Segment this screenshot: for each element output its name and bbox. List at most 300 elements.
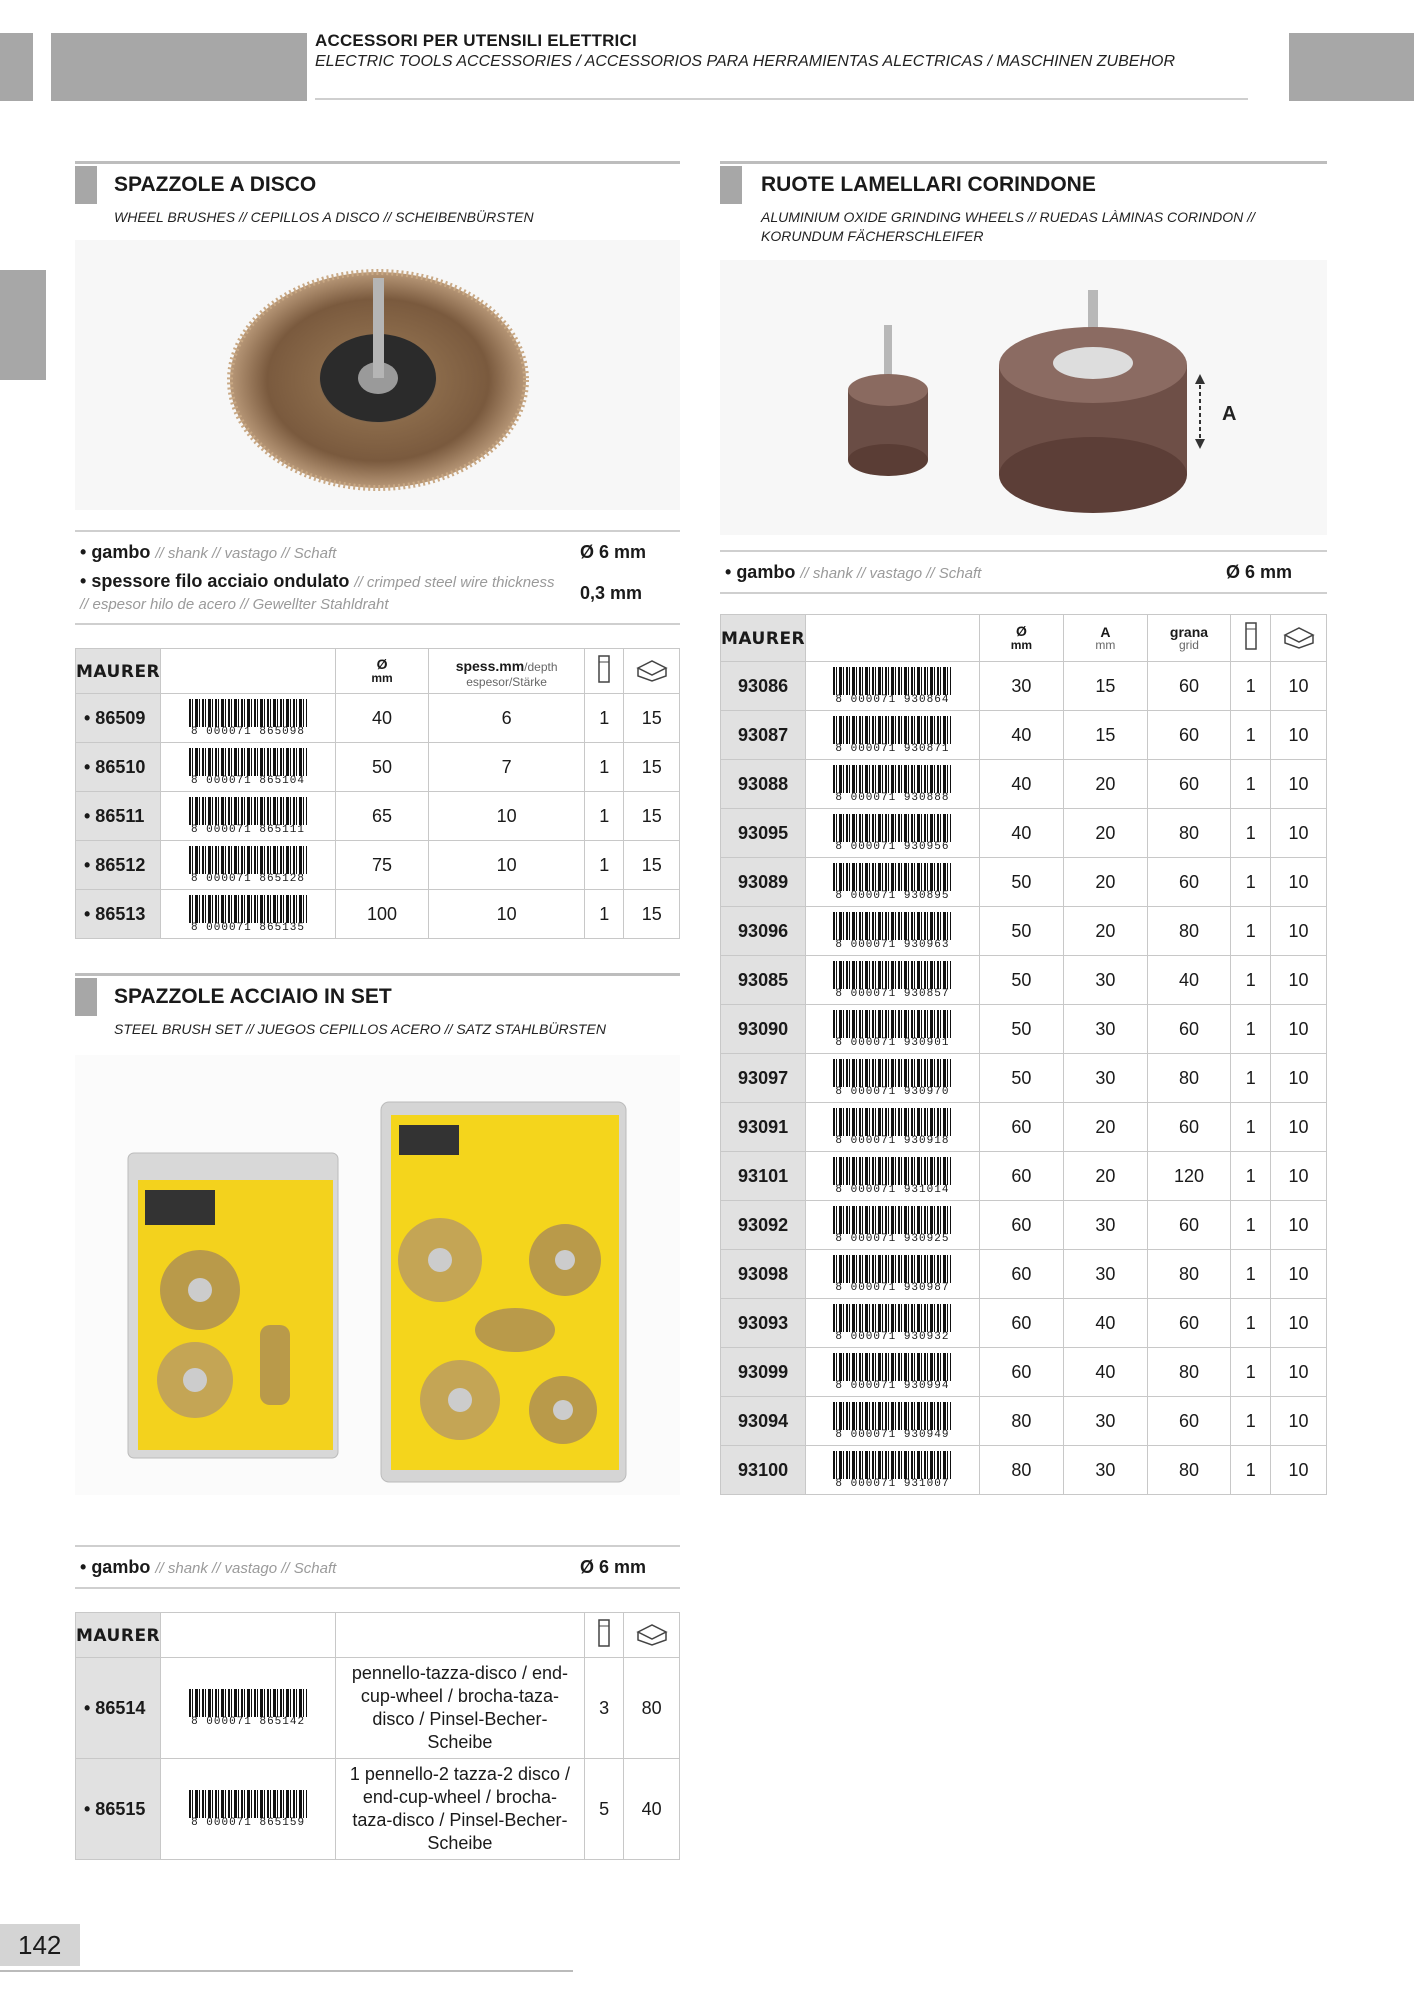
diameter-cell: 60 [979, 1348, 1063, 1397]
height-header: A mm [1064, 615, 1147, 662]
single-qty-cell: 1 [584, 792, 623, 841]
table-row [76, 694, 680, 743]
barcode [161, 841, 336, 890]
footer-rule [0, 1970, 573, 1972]
table-row [721, 907, 1327, 956]
barcode [806, 1348, 980, 1397]
thickness-cell: 10 [429, 890, 585, 939]
barcode-bars [833, 1304, 951, 1332]
single-qty-cell: 1 [1231, 1201, 1271, 1250]
section3-table [720, 614, 1327, 1495]
diameter-cell: 75 [335, 841, 428, 890]
product-code: 93087 [721, 711, 806, 760]
table-row [721, 1005, 1327, 1054]
box-qty-cell: 10 [1271, 1005, 1327, 1054]
single-qty-cell: 1 [584, 694, 623, 743]
ean-number: 8 000071 865135 [190, 921, 305, 934]
box-qty-cell: 10 [1271, 1250, 1327, 1299]
ean-header [161, 1613, 336, 1658]
ean-number: 8 000071 865159 [191, 1816, 306, 1829]
barcode [806, 1103, 980, 1152]
description-cell: pennello-tazza-disco / end-cup-wheel / brocha-taza-disco / Pinsel-Becher-Scheibe [336, 1658, 585, 1759]
barcode [806, 1446, 980, 1495]
grit-cell: 60 [1147, 1397, 1231, 1446]
barcode [161, 1658, 336, 1759]
ean-number: 8 000071 930949 [835, 1428, 950, 1441]
barcode [161, 694, 336, 743]
barcode [806, 1397, 980, 1446]
box-qty-cell: 10 [1271, 1054, 1327, 1103]
product-code: 93088 [721, 760, 806, 809]
barcode-bars [833, 1353, 951, 1381]
product-code: 93085 [721, 956, 806, 1005]
section3-spec-rule-bottom [720, 592, 1327, 594]
section2-subtitle: STEEL BRUSH SET // JUEGOS CEPILLOS ACERO // SATZ STAHLBÜRSTEN [114, 1021, 606, 1037]
height-cell: 30 [1064, 956, 1147, 1005]
spec-label: gambo [91, 1557, 151, 1577]
table-row [721, 1250, 1327, 1299]
product-code: 93096 [721, 907, 806, 956]
product-code: 93092 [721, 1201, 806, 1250]
barcode [806, 1054, 980, 1103]
brush-set-photo [75, 1055, 680, 1495]
ean-header [161, 649, 336, 694]
product-code: 93090 [721, 1005, 806, 1054]
barcode-bars [833, 1451, 951, 1479]
section3-spec-rule-top [720, 550, 1327, 552]
wheel-brush-photo [75, 240, 680, 510]
grit-cell: 60 [1147, 760, 1231, 809]
box-pack-icon [624, 1613, 680, 1658]
section2-spec-rule-bottom [75, 1587, 680, 1589]
table-row [76, 890, 680, 939]
diameter-cell: 50 [979, 907, 1063, 956]
section3-spec-shank: • gambo // shank // vastago // Schaft [725, 562, 982, 582]
box-qty-cell: 10 [1271, 662, 1327, 711]
diameter-cell: 40 [335, 694, 428, 743]
header-rule [315, 98, 1248, 100]
thickness-cell: 7 [429, 743, 585, 792]
grit-cell: 80 [1147, 1250, 1231, 1299]
barcode-bars [189, 846, 307, 874]
section2-spec-shank-value: Ø 6 mm [580, 1557, 647, 1577]
diameter-cell: 40 [979, 711, 1063, 760]
barcode-bars [833, 1059, 951, 1087]
height-cell: 30 [1064, 1005, 1147, 1054]
grit-cell: 60 [1147, 1201, 1231, 1250]
table-row [721, 760, 1327, 809]
product-code: 93098 [721, 1250, 806, 1299]
table-row [76, 1759, 680, 1860]
height-cell: 30 [1064, 1201, 1147, 1250]
grit-cell: 80 [1147, 809, 1231, 858]
single-qty-cell: 1 [1231, 1348, 1271, 1397]
table-row [76, 743, 680, 792]
page-number: 142 [18, 1930, 62, 1960]
single-qty-cell: 1 [1231, 1005, 1271, 1054]
single-pack-icon [584, 649, 623, 694]
box-qty-cell: 40 [624, 1759, 680, 1860]
grit-cell: 60 [1147, 1299, 1231, 1348]
grit-cell: 120 [1147, 1152, 1231, 1201]
product-code: 93094 [721, 1397, 806, 1446]
box-qty-cell: 10 [1271, 1348, 1327, 1397]
thickness-cell: 10 [429, 841, 585, 890]
barcode-bars [189, 895, 307, 923]
height-cell: 20 [1064, 1103, 1147, 1152]
product-code: • 86512 [76, 841, 161, 890]
barcode [806, 711, 980, 760]
section1-spec-wire-value: 0,3 mm [580, 583, 643, 603]
box-qty-cell: 10 [1271, 1446, 1327, 1495]
description-header [336, 1613, 585, 1658]
section1-spec-wire: • spessore filo acciaio ondulato // crimped steel wire thickness [80, 571, 555, 591]
height-cell: 15 [1064, 662, 1147, 711]
thickness-cell: 6 [429, 694, 585, 743]
barcode-bars [833, 961, 951, 989]
product-code: 93095 [721, 809, 806, 858]
box-qty-cell: 10 [1271, 956, 1327, 1005]
barcode-bars [833, 1402, 951, 1430]
product-code: 93100 [721, 1446, 806, 1495]
diameter-cell: 50 [979, 1005, 1063, 1054]
barcode [806, 1250, 980, 1299]
barcode-bars [189, 699, 307, 727]
barcode-bars [833, 1255, 951, 1283]
ean-number: 8 000071 930925 [835, 1232, 950, 1245]
single-qty-cell: 1 [1231, 1250, 1271, 1299]
spec-label: gambo [736, 562, 796, 582]
table-row [721, 1348, 1327, 1397]
ean-header [806, 615, 980, 662]
product-code: 93101 [721, 1152, 806, 1201]
table-row [721, 858, 1327, 907]
single-qty-cell: 1 [1231, 956, 1271, 1005]
spec-label: spessore filo acciaio ondulato [91, 571, 350, 591]
barcode [806, 1299, 980, 1348]
spec-translation: // shank // vastago // Schaft [155, 1560, 337, 1577]
table-row [76, 1658, 680, 1759]
grit-cell: 80 [1147, 1348, 1231, 1397]
section3-title: RUOTE LAMELLARI CORINDONE [761, 173, 1096, 196]
single-qty-cell: 1 [1231, 760, 1271, 809]
height-cell: 20 [1064, 858, 1147, 907]
box-qty-cell: 10 [1271, 1299, 1327, 1348]
diameter-cell: 40 [979, 809, 1063, 858]
box-qty-cell: 10 [1271, 907, 1327, 956]
product-code: • 86510 [76, 743, 161, 792]
single-pack-icon [1231, 615, 1271, 662]
section2-spec-rule-top [75, 1545, 680, 1547]
ean-number: 8 000071 930956 [835, 840, 950, 853]
table-row [76, 792, 680, 841]
grit-cell: 60 [1147, 662, 1231, 711]
product-code: • 86511 [76, 792, 161, 841]
diameter-cell: 60 [979, 1201, 1063, 1250]
grit-cell: 60 [1147, 858, 1231, 907]
barcode [806, 1201, 980, 1250]
diameter-header: Ø mm [335, 649, 428, 694]
spec-translation: // shank // vastago // Schaft [800, 565, 982, 582]
box-qty-cell: 15 [624, 694, 680, 743]
section2-table [75, 1612, 680, 1860]
product-code: • 86514 [76, 1658, 161, 1759]
single-qty-cell: 1 [1231, 1397, 1271, 1446]
table-row [721, 1201, 1327, 1250]
single-qty-cell: 3 [584, 1658, 624, 1759]
box-qty-cell: 10 [1271, 1152, 1327, 1201]
box-qty-cell: 10 [1271, 858, 1327, 907]
single-qty-cell: 1 [1231, 711, 1271, 760]
diameter-cell: 65 [335, 792, 428, 841]
table-row [721, 711, 1327, 760]
diameter-cell: 60 [979, 1152, 1063, 1201]
single-qty-cell: 1 [1231, 907, 1271, 956]
height-cell: 20 [1064, 1152, 1147, 1201]
table-row [721, 1299, 1327, 1348]
single-qty-cell: 1 [584, 743, 623, 792]
section2-marker [75, 978, 97, 1016]
barcode [806, 809, 980, 858]
thickness-header: spess.mm/depth espesor/Stärke [429, 649, 585, 694]
ean-number: 8 000071 865142 [191, 1715, 306, 1728]
product-code: 93086 [721, 662, 806, 711]
barcode-bars [833, 716, 951, 744]
single-qty-cell: 1 [584, 890, 623, 939]
single-qty-cell: 1 [1231, 858, 1271, 907]
single-qty-cell: 1 [1231, 1054, 1271, 1103]
ean-number: 8 000071 930871 [835, 742, 950, 755]
product-code: 93089 [721, 858, 806, 907]
side-tab [0, 270, 46, 380]
height-cell: 40 [1064, 1348, 1147, 1397]
section2-top-rule [75, 973, 680, 976]
barcode-bars [833, 863, 951, 891]
section1-top-rule [75, 161, 680, 164]
ean-number: 8 000071 930857 [835, 987, 950, 1000]
product-code: • 86515 [76, 1759, 161, 1860]
height-cell: 15 [1064, 711, 1147, 760]
grit-cell: 80 [1147, 1054, 1231, 1103]
box-qty-cell: 80 [624, 1658, 680, 1759]
table-row [721, 1446, 1327, 1495]
diameter-cell: 60 [979, 1299, 1063, 1348]
barcode [806, 662, 980, 711]
ean-number: 8 000071 930901 [835, 1036, 950, 1049]
grit-cell: 60 [1147, 711, 1231, 760]
product-code: • 86509 [76, 694, 161, 743]
single-pack-icon [584, 1613, 624, 1658]
ean-number: 8 000071 930963 [835, 938, 950, 951]
table-row [76, 841, 680, 890]
diameter-cell: 50 [979, 858, 1063, 907]
ean-number: 8 000071 930864 [835, 693, 950, 706]
ean-number: 8 000071 931007 [835, 1477, 950, 1490]
product-code: 93091 [721, 1103, 806, 1152]
diameter-cell: 50 [979, 1054, 1063, 1103]
diameter-cell: 50 [979, 956, 1063, 1005]
section3-spec-shank-value: Ø 6 mm [1226, 562, 1293, 582]
single-qty-cell: 1 [1231, 1446, 1271, 1495]
spec-translation: // crimped steel wire thickness [354, 574, 555, 591]
grit-cell: 80 [1147, 1446, 1231, 1495]
height-dimension-label: A [1222, 403, 1237, 425]
section1-spec-rule-top [75, 530, 680, 532]
height-cell: 30 [1064, 1054, 1147, 1103]
barcode [161, 792, 336, 841]
barcode-bars [833, 765, 951, 793]
diameter-cell: 50 [335, 743, 428, 792]
height-cell: 30 [1064, 1250, 1147, 1299]
height-cell: 20 [1064, 809, 1147, 858]
barcode-bars [189, 1689, 307, 1717]
section3-subtitle: ALUMINIUM OXIDE GRINDING WHEELS // RUEDAS LÀMINAS CORINDON // KORUNDUM FÄCHERSCHLEIFER [761, 209, 1255, 244]
section1-spec-shank-value: Ø 6 mm [580, 542, 647, 562]
barcode-bars [833, 667, 951, 695]
brand-logo: MAURER [76, 1613, 161, 1658]
barcode-bars [189, 748, 307, 776]
ean-number: 8 000071 865104 [190, 774, 305, 787]
single-qty-cell: 5 [584, 1759, 624, 1860]
section1-title: SPAZZOLE A DISCO [114, 173, 317, 196]
thickness-cell: 10 [429, 792, 585, 841]
height-cell: 30 [1064, 1397, 1147, 1446]
ean-number: 8 000071 930895 [835, 889, 950, 902]
section1-table [75, 648, 680, 939]
barcode [806, 858, 980, 907]
barcode-bars [833, 814, 951, 842]
box-qty-cell: 15 [624, 792, 680, 841]
table-row [721, 662, 1327, 711]
product-code: 93097 [721, 1054, 806, 1103]
barcode [806, 907, 980, 956]
grit-cell: 60 [1147, 1005, 1231, 1054]
section2-title: SPAZZOLE ACCIAIO IN SET [114, 985, 392, 1008]
spec-translation: // shank // vastago // Schaft [155, 545, 337, 562]
header-left-tab [0, 33, 33, 101]
single-qty-cell: 1 [1231, 1103, 1271, 1152]
grit-header: grana grid [1147, 615, 1231, 662]
box-qty-cell: 10 [1271, 1201, 1327, 1250]
single-qty-cell: 1 [1231, 662, 1271, 711]
section1-spec-rule-bottom [75, 623, 680, 625]
single-qty-cell: 1 [1231, 1152, 1271, 1201]
table-row [721, 1397, 1327, 1446]
barcode [806, 956, 980, 1005]
section3-marker [720, 166, 742, 204]
barcode [161, 743, 336, 792]
box-qty-cell: 10 [1271, 1397, 1327, 1446]
description-cell: 1 pennello-2 tazza-2 disco / end-cup-wheel / brocha-taza-disco / Pinsel-Becher-Scheibe [336, 1759, 585, 1860]
ean-number: 8 000071 931014 [835, 1183, 950, 1196]
ean-number: 8 000071 865098 [190, 725, 305, 738]
header-subtitle: ELECTRIC TOOLS ACCESSORIES / ACCESSORIOS PARA HERRAMIENTAS ALECTRICAS / MASCHINEN ZUBEHOR [315, 53, 1176, 70]
section1-spec-wire-translation: // espesor hilo de acero // Gewellter Stahldraht [80, 596, 389, 613]
ean-number: 8 000071 930970 [835, 1085, 950, 1098]
height-cell: 20 [1064, 907, 1147, 956]
barcode [161, 890, 336, 939]
diameter-cell: 60 [979, 1103, 1063, 1152]
barcode [806, 1152, 980, 1201]
brand-logo: MAURER [76, 649, 161, 694]
diameter-cell: 60 [979, 1250, 1063, 1299]
product-code: • 86513 [76, 890, 161, 939]
section1-subtitle: WHEEL BRUSHES // CEPILLOS A DISCO // SCHEIBENBÜRSTEN [114, 209, 534, 225]
box-pack-icon [624, 649, 680, 694]
barcode-bars [833, 1108, 951, 1136]
table-row [721, 1054, 1327, 1103]
grit-cell: 40 [1147, 956, 1231, 1005]
product-code: 93093 [721, 1299, 806, 1348]
table-row [721, 1103, 1327, 1152]
height-cell: 40 [1064, 1299, 1147, 1348]
ean-number: 8 000071 930918 [835, 1134, 950, 1147]
barcode [806, 1005, 980, 1054]
box-qty-cell: 10 [1271, 809, 1327, 858]
barcode-bars [833, 1010, 951, 1038]
table-row [721, 956, 1327, 1005]
ean-number: 8 000071 930932 [835, 1330, 950, 1343]
single-qty-cell: 1 [1231, 809, 1271, 858]
ean-number: 8 000071 930888 [835, 791, 950, 804]
box-qty-cell: 10 [1271, 711, 1327, 760]
box-qty-cell: 15 [624, 743, 680, 792]
single-qty-cell: 1 [1231, 1299, 1271, 1348]
section2-spec-shank: • gambo // shank // vastago // Schaft [80, 1557, 337, 1577]
table-row [721, 809, 1327, 858]
grit-cell: 80 [1147, 907, 1231, 956]
barcode [806, 760, 980, 809]
header-title: ACCESSORI PER UTENSILI ELETTRICI [315, 31, 637, 50]
barcode [161, 1759, 336, 1860]
box-qty-cell: 10 [1271, 760, 1327, 809]
height-cell: 30 [1064, 1446, 1147, 1495]
diameter-cell: 40 [979, 760, 1063, 809]
table-row [721, 1152, 1327, 1201]
ean-number: 8 000071 865128 [190, 872, 305, 885]
barcode-bars [833, 1206, 951, 1234]
header-right-tab [1289, 33, 1414, 101]
barcode-bars [833, 912, 951, 940]
box-pack-icon [1271, 615, 1327, 662]
box-qty-cell: 10 [1271, 1103, 1327, 1152]
diameter-cell: 100 [335, 890, 428, 939]
section1-spec-shank: • gambo // shank // vastago // Schaft [80, 542, 337, 562]
box-qty-cell: 15 [624, 890, 680, 939]
height-cell: 20 [1064, 760, 1147, 809]
grit-cell: 60 [1147, 1103, 1231, 1152]
diameter-header: Ø mm [979, 615, 1063, 662]
barcode-bars [833, 1157, 951, 1185]
ean-number: 8 000071 930994 [835, 1379, 950, 1392]
product-code: 93099 [721, 1348, 806, 1397]
section1-marker [75, 166, 97, 204]
diameter-cell: 80 [979, 1446, 1063, 1495]
header-block [51, 33, 307, 101]
ean-number: 8 000071 930987 [835, 1281, 950, 1294]
box-qty-cell: 15 [624, 841, 680, 890]
section3-top-rule [720, 161, 1327, 164]
diameter-cell: 30 [979, 662, 1063, 711]
flap-wheel-photo [720, 260, 1327, 535]
brand-logo: MAURER [721, 615, 806, 662]
ean-number: 8 000071 865111 [190, 823, 305, 836]
single-qty-cell: 1 [584, 841, 623, 890]
diameter-cell: 80 [979, 1397, 1063, 1446]
spec-label: gambo [91, 542, 151, 562]
barcode-bars [189, 1790, 307, 1818]
barcode-bars [189, 797, 307, 825]
